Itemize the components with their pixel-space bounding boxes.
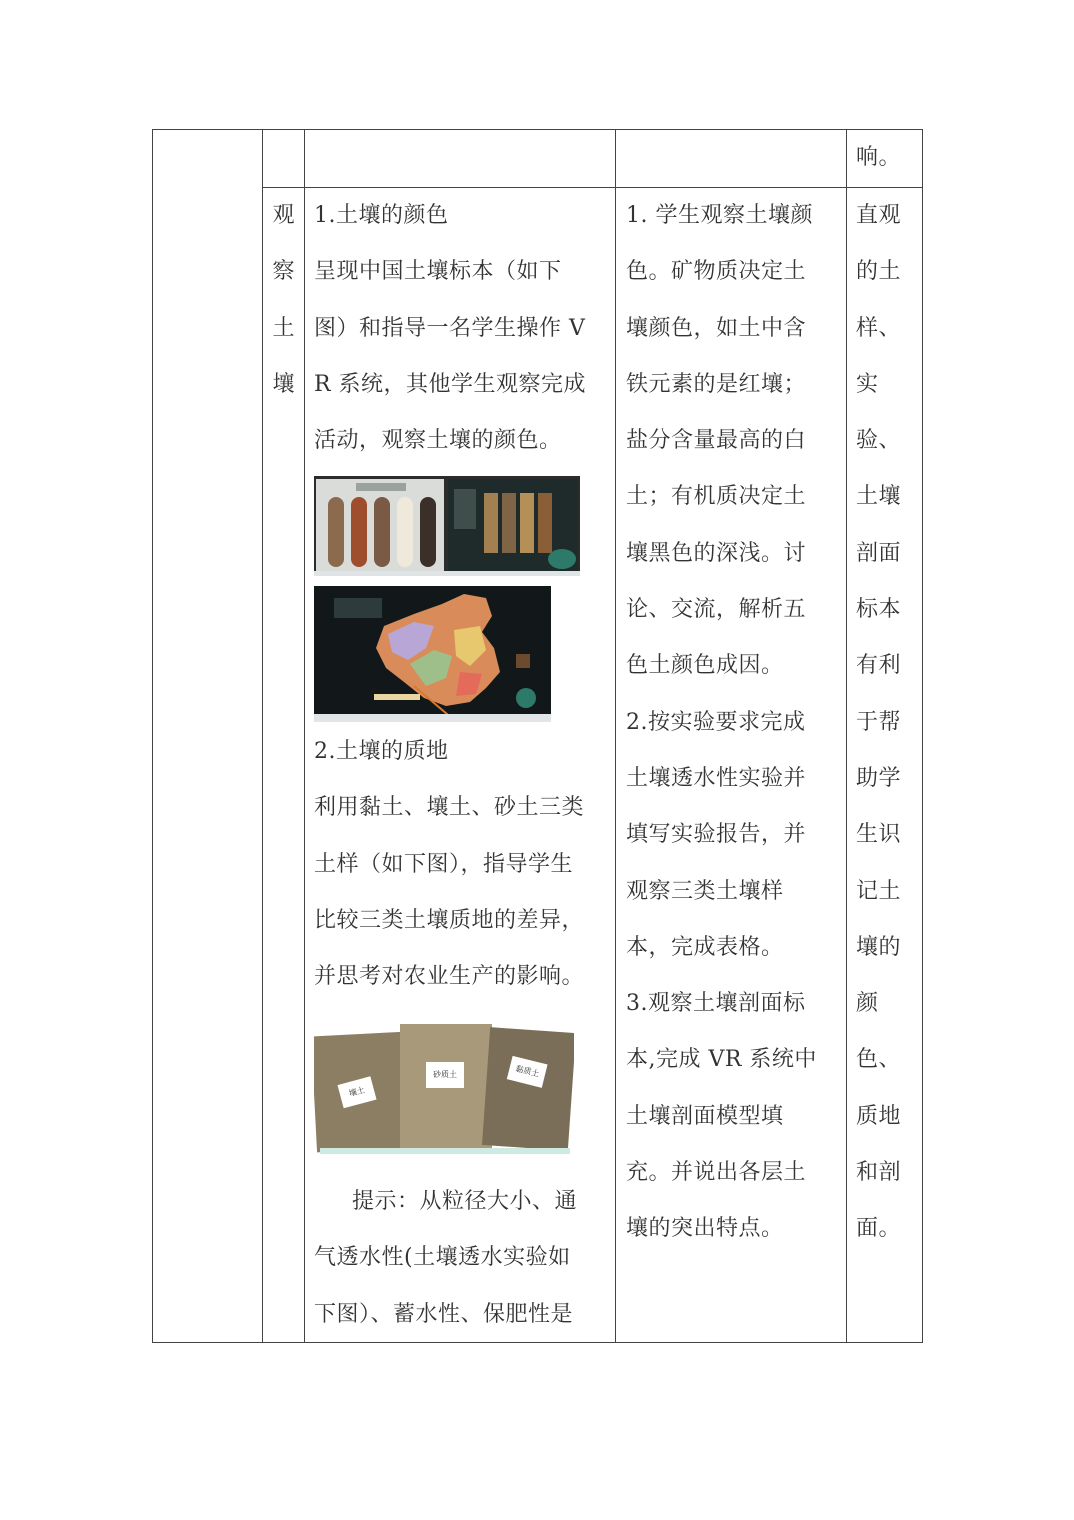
soil-specimen-photo (314, 476, 580, 576)
text-line: 土；有机质决定土 (626, 484, 807, 510)
text-line: 壤的突出特点。 (626, 1216, 784, 1242)
text-line: 质地 (856, 1103, 902, 1129)
text-line: 比较三类土壤质地的差异， (314, 907, 585, 933)
col-border-6 (922, 129, 923, 1343)
text-line: 提示：从粒径大小、通 (352, 1189, 578, 1214)
section-title-observe-soil (263, 188, 304, 413)
heading-soil-color: 1.土壤的颜色 (314, 203, 449, 228)
col-border-5 (846, 129, 847, 1343)
text-line: 壤颜色，如土中含 (626, 315, 807, 341)
table-top-border (152, 129, 923, 130)
heading-soil-texture: 2.土壤的质地 (314, 739, 449, 764)
text-line: 于帮 (856, 709, 902, 735)
section-title-char: 壤 (272, 371, 295, 397)
vr-soil-map-photo (314, 586, 551, 722)
bag-label: 黏质土 (507, 1056, 548, 1088)
bag-label: 砂质土 (426, 1062, 464, 1088)
section-title-char: 察 (272, 259, 295, 285)
design-intent (856, 188, 920, 1258)
text-line: 壤黑色的深浅。讨 (626, 540, 807, 566)
text-line: 的土 (856, 259, 902, 285)
text-line: 气透水性(土壤透水实验如 (314, 1245, 571, 1271)
text-line: 1. 学生观察土壤颜 (626, 203, 813, 228)
text-line: 壤的 (856, 934, 902, 960)
text-line: 有利 (856, 653, 902, 679)
text-line: 色。矿物质决定土 (626, 259, 807, 285)
teacher-activity-part1 (314, 188, 614, 469)
soil-sample-bags-photo (314, 1020, 574, 1156)
row1-col5-text: 响。 (856, 145, 902, 170)
text-line: 面。 (856, 1216, 902, 1242)
text-line: 生识 (856, 822, 902, 848)
text-line: 下图）、蓄水性、保肥性是 (314, 1301, 574, 1327)
text-line: 助学 (856, 765, 902, 791)
text-line: 并思考对农业生产的影响。 (314, 964, 585, 990)
text-line: 色、 (856, 1047, 902, 1073)
text-line: 本,完成 VR 系统中 (626, 1047, 817, 1073)
section-title-char: 土 (272, 315, 295, 341)
text-line: 2.按实验要求完成 (626, 709, 806, 735)
text-line: 利用黏土、壤土、砂土三类 (314, 795, 585, 821)
text-line: 铁元素的是红壤； (626, 371, 807, 397)
col-border-3 (304, 129, 305, 1343)
text-line: 盐分含量最高的白 (626, 428, 807, 454)
text-line: 3.观察土壤剖面标 (626, 991, 806, 1017)
text-line: R 系统，其他学生观察完成 (314, 371, 587, 397)
col-border-1 (152, 129, 153, 1343)
text-line: 图）和指导一名学生操作 V (314, 315, 586, 341)
text-line: 验、 (856, 428, 902, 454)
text-line: 样、 (856, 315, 902, 341)
col-border-4 (615, 129, 616, 1343)
text-line: 标本 (856, 597, 902, 623)
student-activity (626, 188, 846, 1258)
text-line: 土壤透水性实验并 (626, 765, 807, 791)
text-line: 颜 (856, 991, 879, 1017)
text-line: 记土 (856, 878, 902, 904)
text-line: 充。并说出各层土 (626, 1160, 807, 1186)
bag-label: 壤土 (337, 1076, 376, 1108)
text-line: 填写实验报告，并 (626, 822, 807, 848)
text-line: 色土颜色成因。 (626, 653, 784, 679)
text-line: 实 (856, 371, 879, 397)
text-line: 观察三类土壤样 (626, 878, 784, 904)
section-title-char: 观 (272, 203, 295, 228)
text-line: 论、交流，解析五 (626, 597, 807, 623)
text-line: 土壤剖面模型填 (626, 1103, 784, 1129)
teacher-activity-part2 (314, 724, 614, 1005)
text-line: 和剖 (856, 1160, 902, 1186)
text-line: 土壤 (856, 484, 902, 510)
text-line: 活动，观察土壤的颜色。 (314, 428, 562, 454)
teacher-activity-part3 (314, 1174, 614, 1343)
text-line: 直观 (856, 203, 902, 228)
text-line: 本，完成表格。 (626, 934, 784, 960)
text-line: 剖面 (856, 540, 902, 566)
text-line: 呈现中国土壤标本（如下 (314, 259, 562, 285)
text-line: 土样（如下图），指导学生 (314, 851, 574, 877)
